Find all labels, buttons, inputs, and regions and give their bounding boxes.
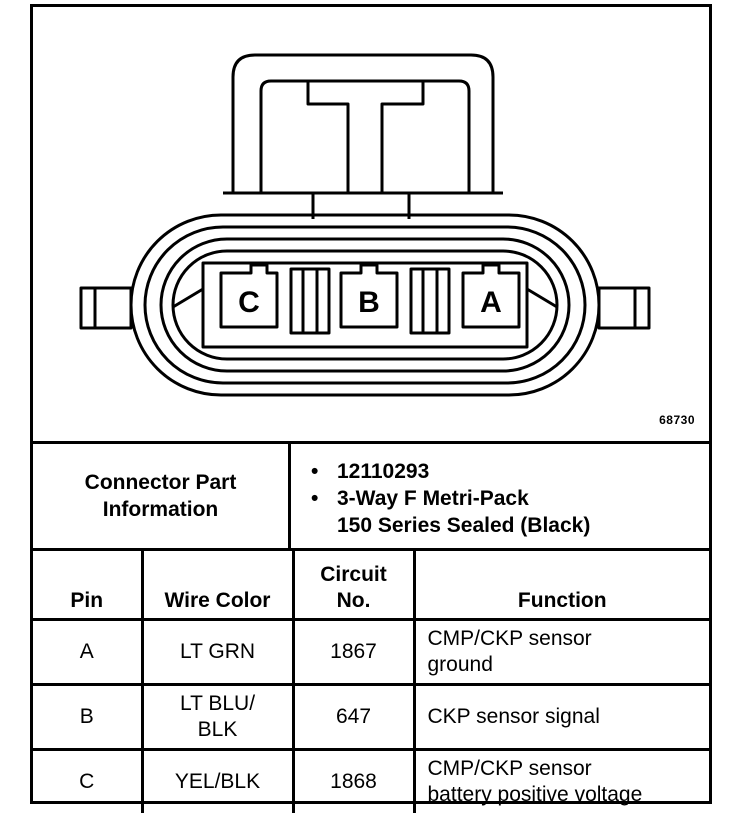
pinout-header-row — [33, 551, 709, 620]
connector-info-label-line2: Information — [102, 498, 219, 521]
connector-info-list — [311, 458, 590, 539]
connector-diagram — [33, 7, 709, 441]
description-line1: 3-Way F Metri-Pack — [337, 487, 529, 510]
table-row — [33, 620, 709, 685]
locking-tab-inner — [261, 81, 469, 193]
function-cell — [414, 685, 709, 750]
connector-info-label — [33, 444, 291, 548]
divider-right — [411, 269, 449, 333]
divider-left — [291, 269, 329, 333]
pin-label-c: C — [238, 286, 260, 319]
pin-cell: A — [33, 620, 142, 685]
wire-color-cell — [142, 620, 293, 685]
header-circuit — [293, 551, 414, 620]
header-circuit-line2: No. — [336, 589, 371, 612]
connector-face-drawing — [33, 7, 709, 441]
function-line1: CMP/CKP sensor — [427, 627, 592, 650]
function-line2: battery positive voltage — [427, 783, 643, 806]
table-row — [33, 685, 709, 750]
locking-tab-latch — [308, 81, 423, 193]
pin-cell: B — [33, 685, 142, 750]
function-cell — [414, 620, 709, 685]
header-pin: Pin — [33, 551, 142, 620]
header-circuit-line1: Circuit — [320, 563, 387, 586]
circuit-cell: 647 — [293, 685, 414, 750]
wire-color-cell — [142, 685, 293, 750]
wire-color-line1: LT GRN — [179, 640, 256, 663]
wire-color-line2: BLK — [197, 718, 238, 741]
wire-color-line1: YEL/BLK — [174, 770, 261, 793]
connector-sheet — [30, 4, 712, 804]
function-cell — [414, 750, 709, 814]
function-line1: CKP sensor signal — [427, 705, 600, 728]
part-number-item — [311, 458, 590, 485]
function-line1: CMP/CKP sensor — [427, 757, 592, 780]
bullet: • — [311, 460, 319, 483]
bullet: • — [311, 487, 319, 510]
left-ear — [81, 288, 131, 328]
function-line2: ground — [427, 653, 493, 676]
header-function: Function — [414, 551, 709, 620]
description-line2: 150 Series Sealed (Black) — [337, 514, 591, 537]
description-item — [311, 485, 590, 512]
part-number: 12110293 — [337, 460, 430, 483]
wire-color-cell — [142, 750, 293, 814]
connector-info-section — [33, 441, 709, 551]
pin-label-b: B — [358, 286, 380, 319]
wire-color-line1: LT BLU/ — [179, 692, 256, 715]
circuit-cell: 1867 — [293, 620, 414, 685]
connector-info-label-line1: Connector Part — [84, 471, 237, 494]
pin-cell: C — [33, 750, 142, 814]
header-wire-color: Wire Color — [142, 551, 293, 620]
circuit-cell: 1868 — [293, 750, 414, 814]
right-ear — [599, 288, 649, 328]
table-row — [33, 750, 709, 814]
figure-id: 68730 — [659, 413, 695, 427]
pin-label-a: A — [480, 286, 502, 319]
pinout-table — [33, 551, 709, 813]
locking-tab — [233, 55, 493, 193]
